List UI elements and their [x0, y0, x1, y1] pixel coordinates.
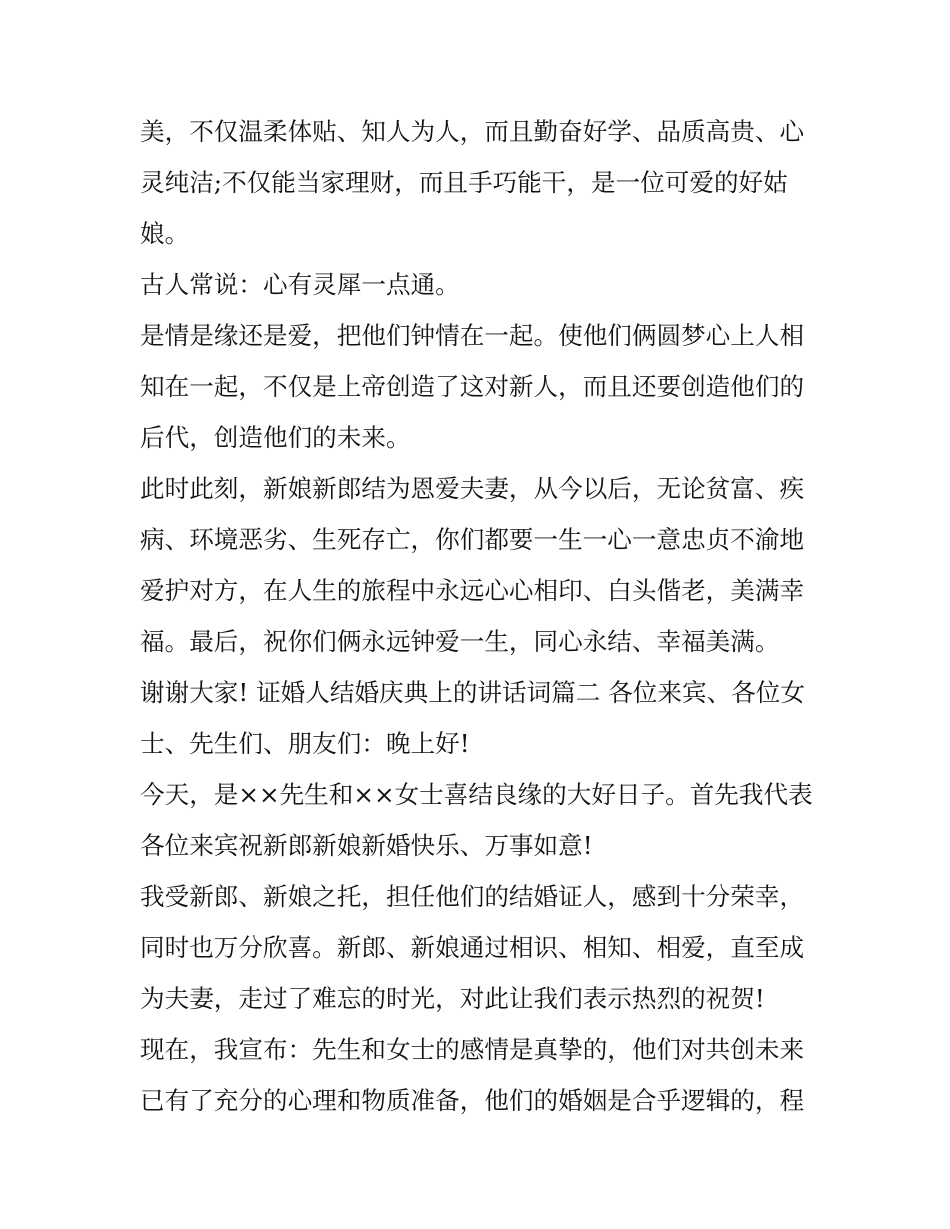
text-line: 古人常说：心有灵犀一点通。: [140, 270, 460, 299]
text-line: 此时此刻，新娘新郎结为恩爱夫妻，从今以后，无论贫富、疾: [140, 474, 805, 503]
text-line: 知在一起，不仅是上帝创造了这对新人，而且还要创造他们的: [140, 372, 805, 401]
text-line: 娘。: [140, 219, 190, 248]
text-line: 病、环境恶劣、生死存亡，你们都要一生一心一意忠贞不渝地: [140, 525, 805, 554]
text-line: 爱护对方，在人生的旅程中永远心心相印、白头偕老，美满幸: [140, 576, 805, 605]
text-line: 灵纯洁;不仅能当家理财，而且手巧能干，是一位可爱的好姑: [140, 168, 788, 197]
text-line: 今天，是××先生和××女士喜结良缘的大好日子。首先我代表: [140, 780, 813, 809]
text-line: 是情是缘还是爱，把他们钟情在一起。使他们俩圆梦心上人相: [140, 321, 805, 350]
text-line: 谢谢大家! 证婚人结婚庆典上的讲话词篇二 各位来宾、各位女: [140, 678, 805, 707]
text-line: 现在，我宣布：先生和女士的感情是真挚的，他们对共创未来: [140, 1035, 805, 1064]
text-line: 福。最后，祝你们俩永远钟爱一生，同心永结、幸福美满。: [140, 627, 780, 656]
text-line: 士、先生们、朋友们：晚上好!: [140, 729, 470, 758]
document-body: [140, 106, 820, 1126]
text-line: 已有了充分的心理和物质准备，他们的婚姻是合乎逻辑的，程: [140, 1086, 805, 1115]
text-line: 我受新郎、新娘之托，担任他们的结婚证人，感到十分荣幸，: [140, 882, 805, 911]
text-line: 后代，创造他们的未来。: [140, 423, 411, 452]
text-line: 同时也万分欣喜。新郎、新娘通过相识、相知、相爱，直至成: [140, 933, 805, 962]
text-line: 为夫妻，走过了难忘的时光，对此让我们表示热烈的祝贺!: [140, 984, 765, 1013]
text-line: 各位来宾祝新郎新娘新婚快乐、万事如意!: [140, 831, 593, 860]
text-line: 美，不仅温柔体贴、知人为人，而且勤奋好学、品质高贵、心: [140, 117, 805, 146]
